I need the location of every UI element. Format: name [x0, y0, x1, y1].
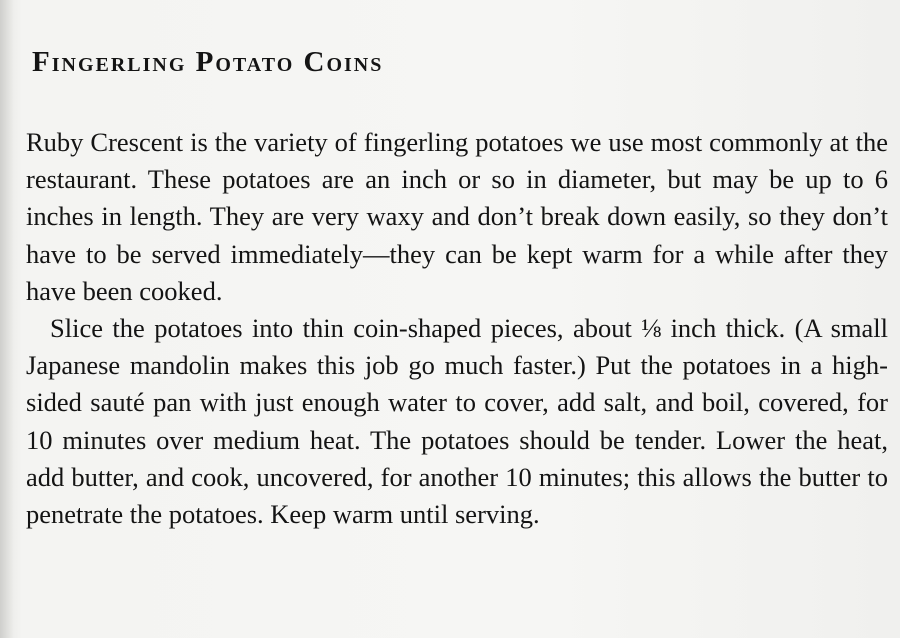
recipe-paragraph-intro: Ruby Crescent is the variety of fingerling potatoes we use most commonly at the restaurant. These potatoes are an inch or so in diameter, but may be up to 6 inches in length. They are very waxy and don’t break down easily, so they don’t have to be served immediately—they can be kept warm for a while after they have been cooked. — [26, 127, 888, 306]
page-gutter-shadow — [0, 0, 14, 638]
recipe-paragraph-method: Slice the potatoes into thin coin-shaped pieces, about ⅛ inch thick. (A small Japanese mandolin makes this job go much faster.) Put the potatoes in a high-sided sauté pan with just enough water to cover, add salt, and boil, covered, for 10 minutes over medium heat. The potatoes should be tender. Lower the heat, add butter, and cook, uncovered, for another 10 minutes; this allows the butter to penetrate the potatoes. Keep warm until serving. — [26, 313, 888, 530]
recipe-title: Fingerling Potato Coins — [32, 46, 384, 78]
recipe-body — [26, 124, 888, 533]
